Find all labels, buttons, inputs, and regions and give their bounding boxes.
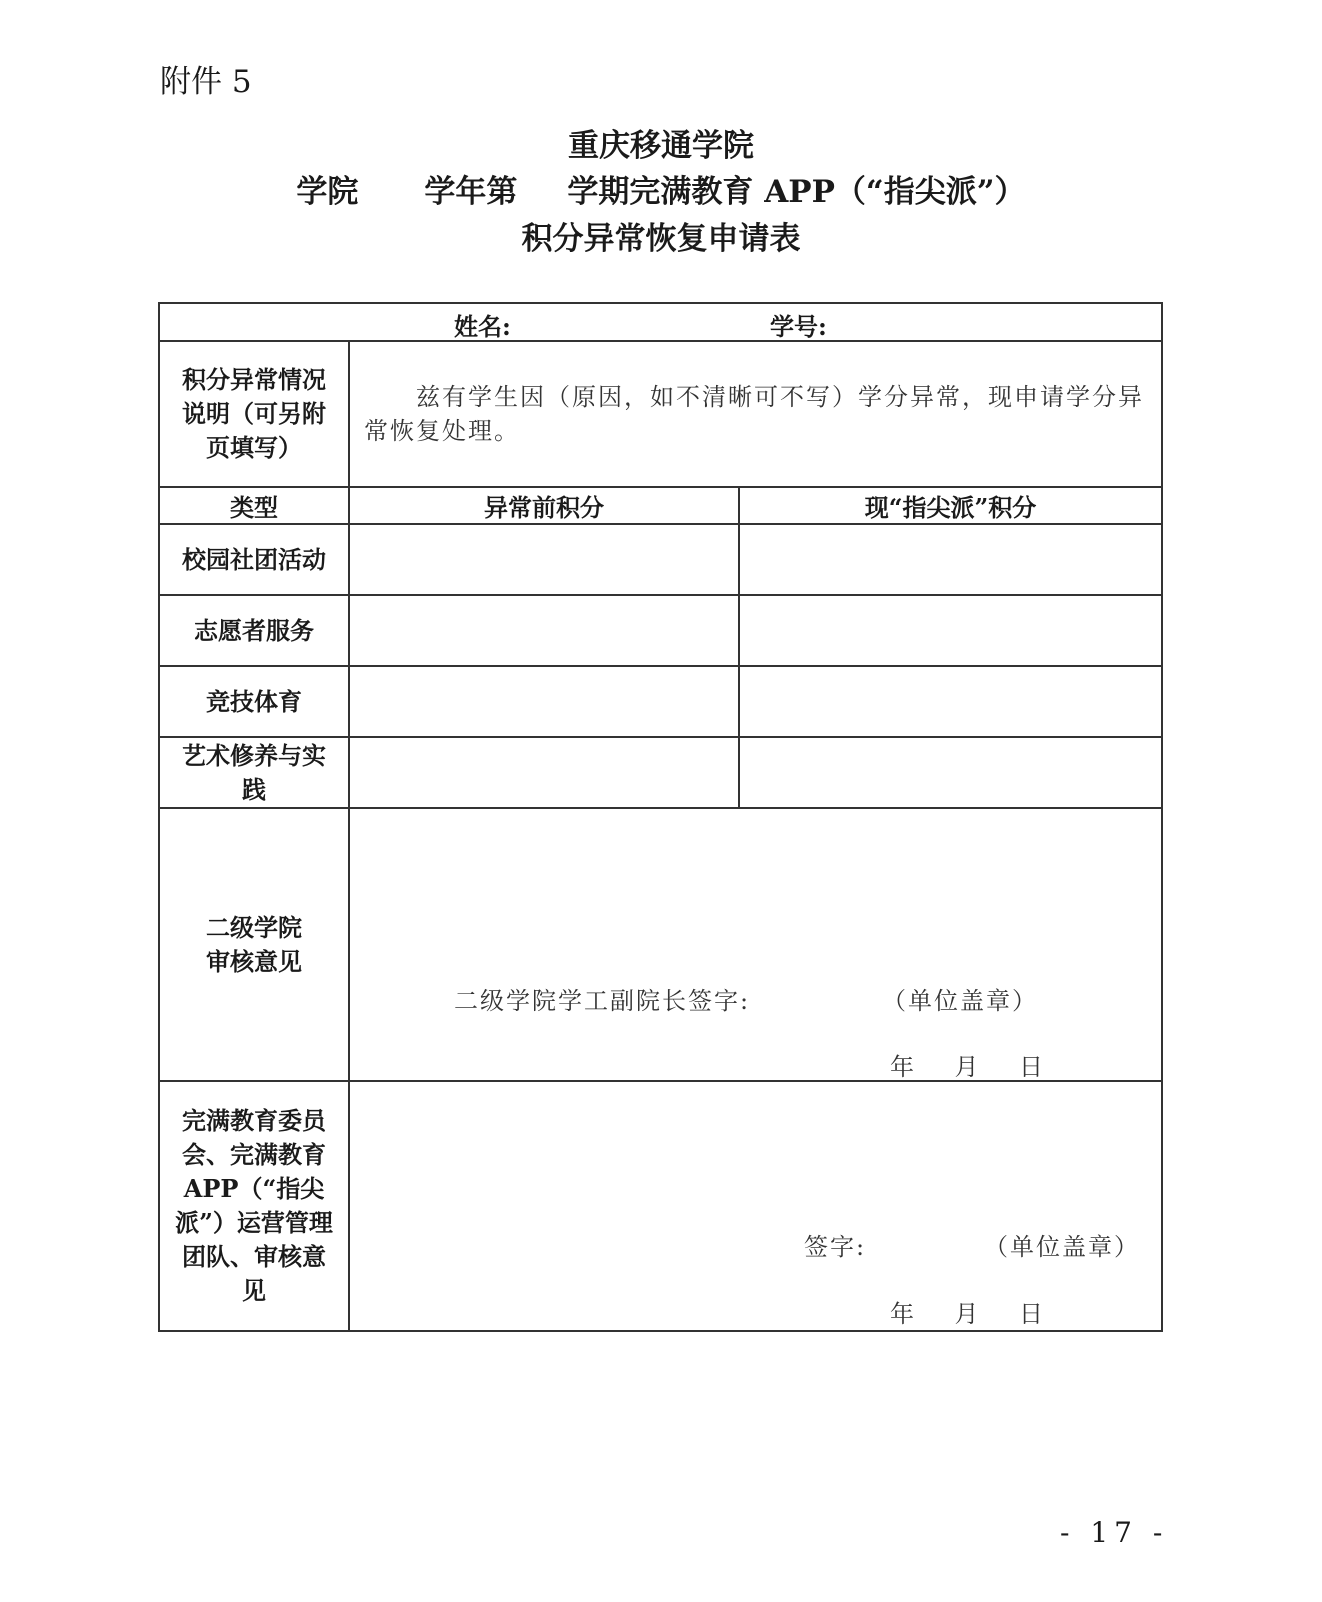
before-points-cell[interactable]	[349, 737, 739, 808]
anomaly-label: 积分异常情况说明（可另附页填写）	[159, 341, 349, 487]
name-label: 姓名:	[454, 312, 511, 341]
committee-review-label: 完满教育委员会、完满教育APP（“指尖派”）运营管理团队、审核意见	[159, 1081, 349, 1331]
category-campus-clubs: 校园社团活动	[159, 524, 349, 595]
column-header-type: 类型	[159, 487, 349, 524]
category-volunteer: 志愿者服务	[159, 595, 349, 666]
category-arts: 艺术修养与实践	[159, 737, 349, 808]
title-line-1: 重庆移通学院	[568, 128, 754, 164]
title-year: 学年第	[424, 174, 518, 210]
committee-review-area[interactable]	[349, 1081, 1162, 1331]
column-header-before: 异常前积分	[349, 487, 739, 524]
committee-date-label: 年 月 日	[890, 1300, 1046, 1328]
current-points-cell[interactable]	[739, 737, 1162, 808]
student-id-label: 学号:	[770, 312, 827, 341]
college-signature-label: 二级学院学工副院长签字:	[454, 987, 751, 1015]
title-line-3: 积分异常恢复申请表	[521, 221, 801, 257]
current-points-cell[interactable]	[739, 595, 1162, 666]
page-number: - 17 -	[1060, 1516, 1169, 1549]
college-date-label: 年 月 日	[890, 1053, 1046, 1081]
title-college: 学院	[296, 174, 359, 210]
anomaly-description[interactable]: 兹有学生因（原因，如不清晰可不写）学分异常，现申请学分异常恢复处理。	[349, 341, 1162, 487]
committee-stamp-label: （单位盖章）	[984, 1233, 1140, 1261]
column-header-current: 现“指尖派”积分	[739, 487, 1162, 524]
category-sports: 竞技体育	[159, 666, 349, 737]
title-line-2	[0, 166, 1322, 211]
name-id-row	[159, 303, 1162, 341]
college-review-area[interactable]	[349, 808, 1162, 1081]
before-points-cell[interactable]	[349, 524, 739, 595]
before-points-cell[interactable]	[349, 666, 739, 737]
committee-signature-label: 签字:	[804, 1233, 867, 1261]
application-form	[158, 302, 1163, 1332]
college-stamp-label: （单位盖章）	[882, 987, 1038, 1015]
current-points-cell[interactable]	[739, 524, 1162, 595]
title-semester: 学期完满教育 APP（“指尖派”）	[567, 174, 1026, 210]
before-points-cell[interactable]	[349, 595, 739, 666]
attachment-label: 附件 5	[160, 64, 252, 100]
college-review-label: 二级学院审核意见	[159, 808, 349, 1081]
current-points-cell[interactable]	[739, 666, 1162, 737]
